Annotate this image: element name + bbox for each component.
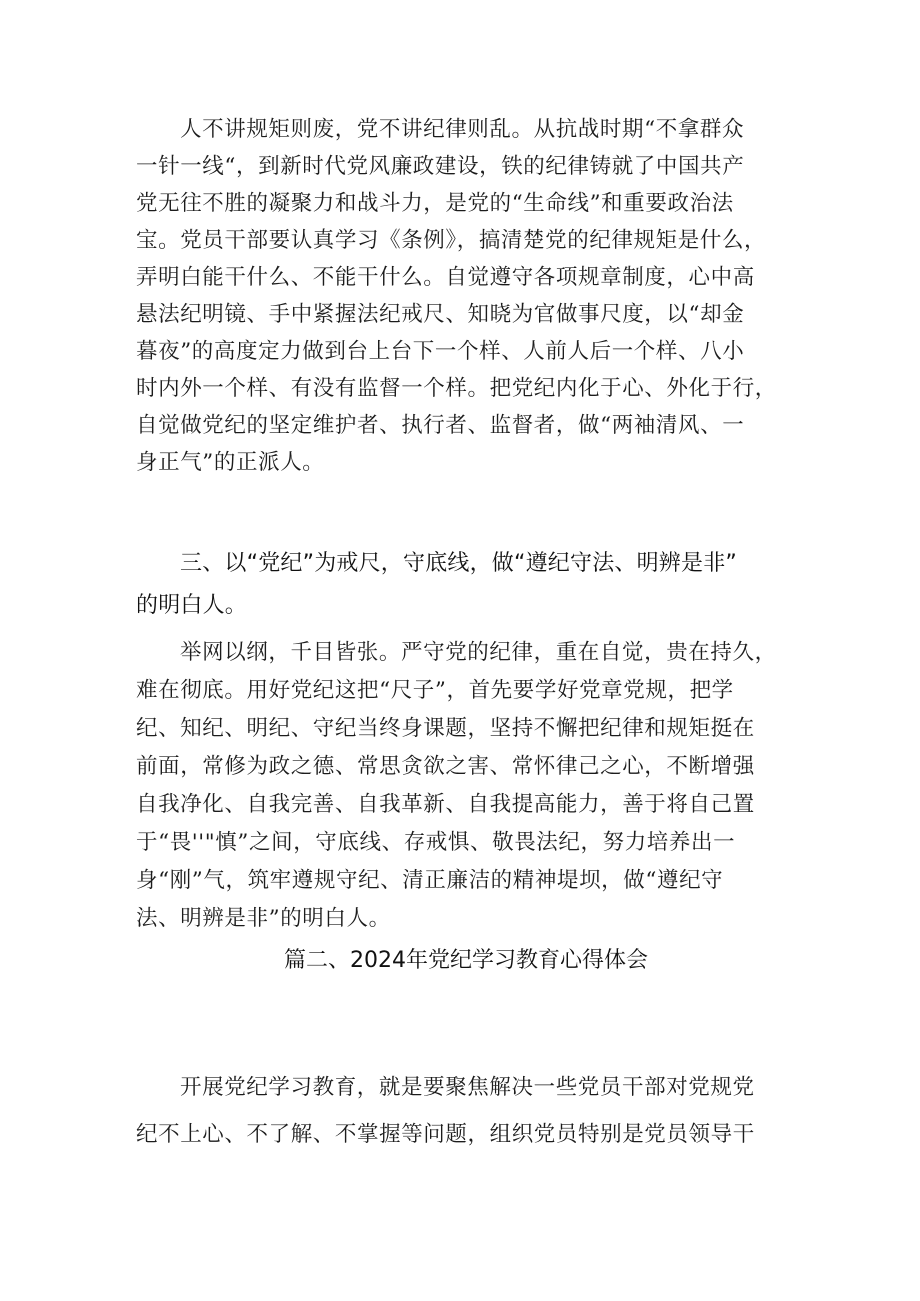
paragraph-line: 纪、知纪、明纪、守纪当终身课题，坚持不懈把纪律和规矩挺在 bbox=[136, 716, 755, 741]
paragraph-line: 时内外一个样、有没有监督一个样。把党纪内化于心、外化于行， bbox=[136, 376, 777, 401]
paragraph-line: 法、明辨是非”的明白人。 bbox=[136, 906, 391, 931]
paragraph-line: 悬法纪明镜、手中紧握法纪戒尺、知晓为官做事尺度，以“却金 bbox=[136, 302, 745, 327]
section-heading-line: 的明白人。 bbox=[136, 593, 248, 618]
paragraph-line: 举网以纲，千目皆张。严守党的纪律，重在自觉，贵在持久， bbox=[180, 640, 777, 665]
paragraph-line: 自觉做党纪的坚定维护者、执行者、监督者，做“两袖清风、一 bbox=[136, 413, 745, 438]
paragraph-line: 一针一线“，到新时代党风廉政建设，铁的纪律铸就了中国共产 bbox=[136, 154, 745, 179]
paragraph-line: 人不讲规矩则废，党不讲纪律则乱。从抗战时期“不拿群众 bbox=[180, 117, 745, 142]
section-heading-line: 三、以“党纪”为戒尺，守底线，做“遵纪守法、明辨是非” bbox=[180, 551, 737, 576]
paragraph-line: 开展党纪学习教育，就是要聚焦解决一些党员干部对党规党 bbox=[180, 1075, 755, 1100]
paragraph-line: 宝。党员干部要认真学习《条例》，搞清楚党的纪律规矩是什么， bbox=[136, 228, 767, 253]
article-title: 篇二、2024年党纪学习教育心得体会 bbox=[284, 948, 648, 973]
paragraph-line: 于“畏''"慎”之间，守底线、存戒惧、敬畏法纪，努力培养出一 bbox=[136, 830, 736, 855]
paragraph-line: 弄明白能干什么、不能干什么。自觉遵守各项规章制度，心中高 bbox=[136, 265, 755, 290]
paragraph-line: 纪不上心、不了解、不掌握等问题，组织党员特别是党员领导干 bbox=[136, 1122, 755, 1147]
paragraph-line: 暮夜”的高度定力做到台上台下一个样、人前人后一个样、八小 bbox=[136, 339, 745, 364]
paragraph-line: 身正气”的正派人。 bbox=[136, 450, 325, 475]
paragraph-line: 党无往不胜的凝聚力和战斗力，是党的“生命线”和重要政治法 bbox=[136, 191, 734, 216]
paragraph-line: 身“刚”气，筑牢遵规守纪、清正廉洁的精神堤坝，做“遵纪守 bbox=[136, 868, 724, 893]
paragraph-line: 自我净化、自我完善、自我革新、自我提高能力，善于将自己置 bbox=[136, 792, 755, 817]
paragraph-line: 难在彻底。用好党纪这把“尺子”，首先要学好党章党规，把学 bbox=[136, 678, 734, 703]
paragraph-line: 前面，常修为政之德、常思贪欲之害、常怀律己之心，不断增强 bbox=[136, 754, 755, 779]
